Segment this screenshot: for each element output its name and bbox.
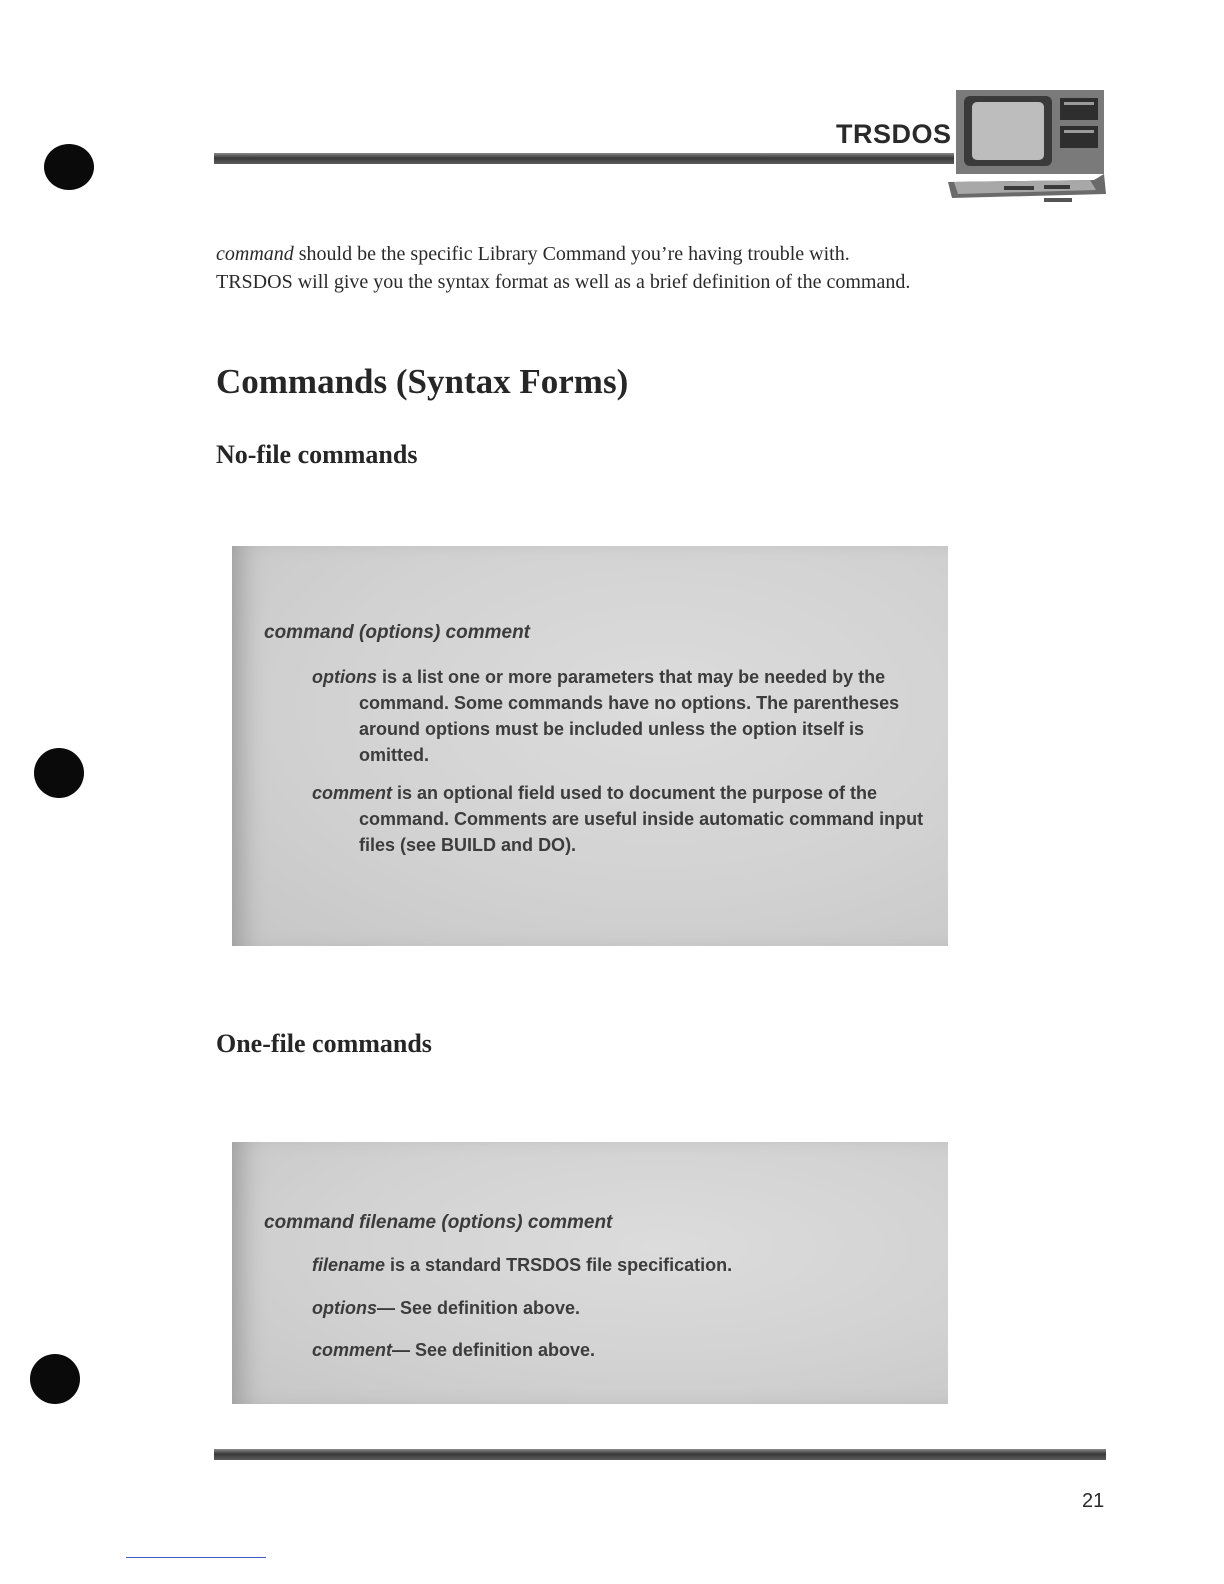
no-file-heading: No-file commands xyxy=(216,440,418,469)
page-number: 21 xyxy=(1082,1490,1105,1512)
one-file-heading: One-file commands xyxy=(216,1029,432,1058)
comment-reference: comment— See definition above. xyxy=(312,1340,596,1360)
no-file-syntax: command (options) comment xyxy=(264,622,531,643)
comment-definition: comment is an optional field used to document the purpose of the command. Comments are useful inside automatic command input files (see BUILD and DO). xyxy=(312,783,924,855)
options-reference: options— See definition above. xyxy=(312,1298,581,1318)
scan-underline-mark xyxy=(126,1557,266,1558)
binder-hole-top xyxy=(44,144,94,190)
binder-hole-bottom xyxy=(30,1354,80,1404)
filename-definition: filename is a standard TRSDOS file specification. xyxy=(312,1255,733,1275)
header-label: TRSDOS xyxy=(836,119,952,149)
computer-icon xyxy=(944,86,1110,206)
options-definition: options is a list one or more parameters that may be needed by the command. Some commands have no options. The parentheses around options must be included unless the option itself is omitted. xyxy=(312,667,900,765)
footer-rule xyxy=(214,1449,1106,1460)
no-file-syntax-box xyxy=(232,546,948,946)
binder-hole-middle xyxy=(34,748,84,798)
intro-term: command xyxy=(216,243,294,265)
one-file-syntax-box xyxy=(232,1142,948,1404)
section-title: Commands (Syntax Forms) xyxy=(216,362,629,401)
intro-paragraph: command should be the specific Library Command you’re having trouble with. TRSDOS will give you the syntax format as well as a brief definition of the command. xyxy=(216,243,911,293)
one-file-syntax: command filename (options) comment xyxy=(264,1212,613,1233)
header-rule xyxy=(214,153,954,164)
